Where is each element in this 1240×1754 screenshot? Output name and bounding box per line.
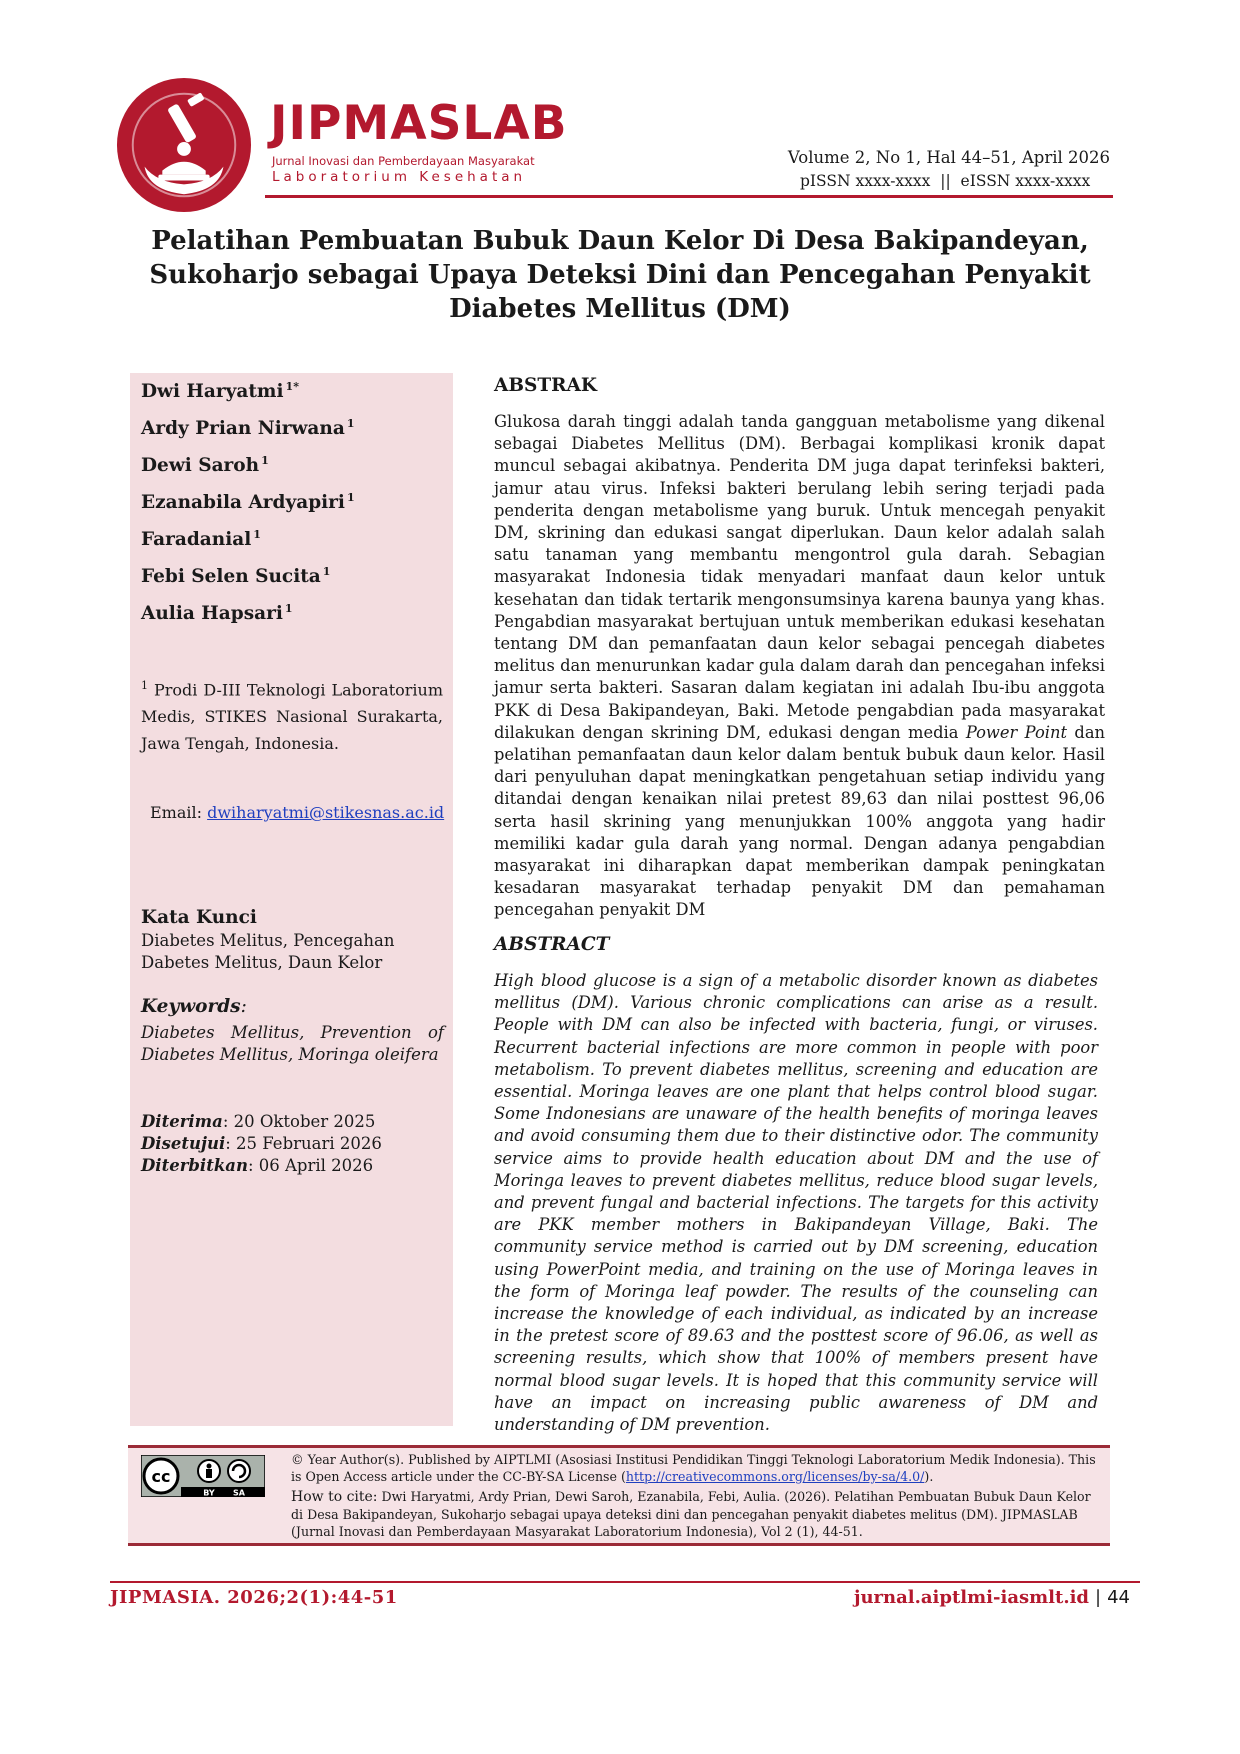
date-published: Diterbitkan: 06 April 2026 (141, 1156, 374, 1175)
journal-logo-subtitle-2: Laboratorium Kesehatan (272, 169, 527, 185)
journal-url[interactable]: jurnal.aiptlmi-iasmlt.id (853, 1587, 1090, 1608)
journal-logo-icon (115, 76, 253, 214)
author-item: Febi Selen Sucita $^1$ (141, 565, 331, 588)
keywords-text: Diabetes Mellitus, Prevention of Diabetes Mellitus, Moringa oleifera (141, 1023, 444, 1064)
license-link[interactable]: http://creativecommons.org/licenses/by-sa/4.0/ (625, 1469, 925, 1484)
keywords-heading: Keywords: (141, 996, 247, 1017)
email-link[interactable]: dwiharyatmi@stikesnas.ac.id (207, 803, 445, 822)
cc-by-sa-badge-icon (141, 1455, 265, 1497)
affiliation: $^1$ Prodi D-III Teknologi Laboratorium Medis, STIKES Nasional Surakarta, Jawa Tengah, Indonesia. (141, 679, 443, 754)
author-list (141, 373, 441, 632)
svg-text:SA: SA (233, 1488, 245, 1497)
abstract-text: High blood glucose is a sign of a metabolic disorder known as diabetes mellitus (DM). Various chronic complications can arise as a result. People with DM can also be infected with bacteria, fungi, or viruses. Recurrent bacterial infections are more common in people with poor metabolism. To prevent diabetes mellitus, screening and education are essential. Moringa leaves are one plant that helps control blood sugar. Some Indonesians are unaware of the health benefits of moringa leaves and avoid consuming them due to their distinctive odor. The community service aims to provide health education about DM and the use of Moringa leaves to prevent diabetes mellitus, reduce blood sugar levels, and prevent fungal and bacterial infections. The targets for this activity are PKK member mothers in Bakipandeyan Village, Baki. The community service method is carried out by DM screening, education using PowerPoint media, and training on the use of Moringa leaves in the form of Moringa leaf powder. The results of the counseling can increase the knowledge of each individual, as indicated by an increase in the pretest score of 89.63 and the posttest score of 96.06, as well as screening results, which show that 100% of members present have normal blood sugar levels. It is hoped that this community service will have an impact on increasing public awareness of DM and understanding of DM prevention. (494, 971, 1098, 1435)
kata-kunci-text: Diabetes Melitus, Pencegahan Dabetes Melitus, Daun Kelor (141, 931, 395, 972)
author-item: Ezanabila Ardyapiri $^1$ (141, 491, 355, 514)
journal-logo-subtitle: Jurnal Inovasi dan Pemberdayaan Masyarakat (272, 154, 535, 168)
author-item: Faradanial $^1$ (141, 528, 261, 551)
abstrak-text: Glukosa darah tinggi adalah tanda gangguan metabolisme yang dikenal sebagai Diabetes Mellitus (DM). Berbagai komplikasi kronik dapat muncul sebagai akibatnya. Penderita DM juga dapat terinfeksi bakteri, jamur atau virus. Infeksi bakteri berulang lebih sering terjadi pada penderita dengan metabolisme yang buruk. Untuk mencegah penyakit DM, skrining dan edukasi sangat diperlukan. Daun kelor adalah salah satu tanaman yang membantu mengontrol gula darah. Sebagian masyarakat Indonesia tidak menyadari manfaat daun kelor untuk kesehatan dan tidak tertarik mengonsumsinya karena baunya yang khas. Pengabdian masyarakat bertujuan untuk memberikan edukasi kesehatan tentang DM dan pemanfaatan daun kelor sebagai pencegah diabetes melitus dan menurunkan kadar gula dalam darah dan pencegahan infeksi jamur serta bakteri. Sasaran dalam kegiatan ini adalah Ibu-ibu anggota PKK di Desa Bakipandeyan, Baki. Metode pengabdian pada masyarakat dilakukan dengan skrining DM, edukasi dengan media Power Point dan pelatihan pemanfaatan daun kelor dalam bentuk bubuk daun kelor. Hasil dari penyuluhan dapat meningkatkan pengetahuan setiap individu yang ditandai dengan kenaikan nilai pretest 89,63 dan nilai posttest 96,06 serta hasil skrining yang menunjukkan 100% anggota yang hadir memiliki kadar gula darah yang normal. Dengan adanya pengabdian masyarakat ini diharapkan dapat memberikan dampak peningkatan kesadaran masyarakat terhadap penyakit DM dan pemahaman pencegahan penyakit DM (494, 412, 1106, 920)
citation-text: How to cite: Dwi Haryatmi, Ardy Prian, Dewi Saroh, Ezanabila, Febi, Aulia. (2026). Pelatihan Pembuatan Bubuk Daun Kelor di Desa Bakipandeyan, Sukoharjo sebagai upaya deteksi dini dan pencegahan penyakit diabetes melitus (DM). JIPMASLAB (Jurnal Inovasi dan Pemberdayaan Masyarakat Laboratorium Indonesia), Vol 2 (1), 44-51. (291, 1489, 1091, 1539)
footer-citation: JIPMASIA. 2026;2(1):44-51 (110, 1587, 398, 1608)
date-received: Diterima: 20 Oktober 2025 (141, 1112, 376, 1131)
svg-text:BY: BY (203, 1488, 215, 1497)
license-text: © Year Author(s). Published by AIPTLMI (Asosiasi Institusi Pendidikan Tinggi Teknologi Laboratorium Medik Indonesia). This is Open Access article under the CC-BY-SA License (http://creativecommons.org/licenses/by-sa/4.0/). (291, 1452, 1096, 1484)
abstrak-heading: ABSTRAK (494, 375, 597, 396)
page-number: 44 (1107, 1587, 1130, 1608)
volume-info: Volume 2, No 1, Hal 44–51, April 2026 (787, 148, 1110, 167)
footer-divider (110, 1581, 1140, 1583)
journal-logo-wordmark: JIPMASLAB (270, 96, 568, 151)
author-item: Dwi Haryatmi $^{1*}$ (141, 380, 299, 403)
article-title: Pelatihan Pembuatan Bubuk Daun Kelor Di Desa Bakipandeyan, Sukoharjo sebagai Upaya Deteksi Dini dan Pencegahan Penyakit Diabetes Mellitus (DM) (149, 226, 1091, 324)
author-item: Ardy Prian Nirwana $^1$ (141, 417, 355, 440)
footer-journal: jurnal.aiptlmi-iasmlt.id | 44 (853, 1587, 1130, 1608)
author-item: Dewi Saroh $^1$ (141, 454, 269, 477)
author-item: Aulia Hapsari $^1$ (141, 602, 293, 625)
abstract-heading: ABSTRACT (494, 934, 610, 955)
corresponding-email: Email: dwiharyatmi@stikesnas.ac.id (150, 803, 445, 822)
date-approved: Disetujui: 25 Februari 2026 (141, 1134, 382, 1153)
svg-text:cc: cc (151, 1467, 171, 1486)
header-divider (265, 195, 1113, 198)
article-dates (141, 1111, 382, 1177)
issn-info: pISSN xxxx-xxxx || eISSN xxxx-xxxx (800, 172, 1091, 190)
kata-kunci-heading: Kata Kunci (141, 907, 257, 928)
